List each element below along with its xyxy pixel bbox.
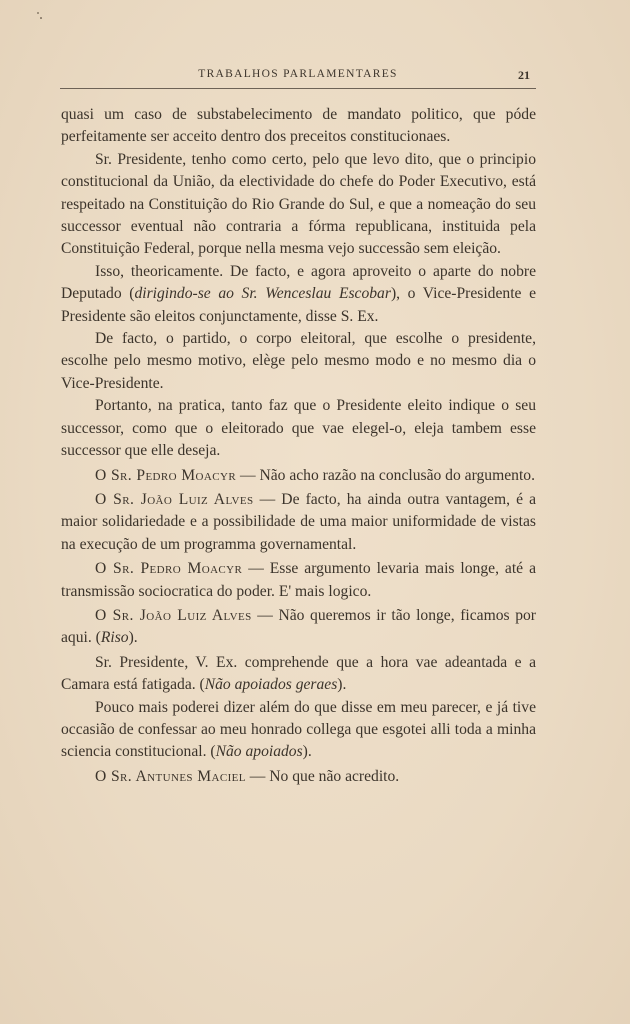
paragraph-10-text: Sr. Presidente, V. Ex. comprehende que a hora vae adeantada e a Camara está fatigada. ( [61,653,536,694]
speaker-name: O Sr. João Luiz Alves [95,606,252,624]
speaker-name: O Sr. Pedro Moacyr [95,466,237,484]
body-text [61,104,536,788]
paper-speck [40,17,42,19]
speaker-name: O Sr. Pedro Moacyr [95,560,243,578]
page-header [60,66,536,89]
speech-text: — Não acho razão na conclusão do argumento. [236,466,535,484]
speech-text: — Não queremos ir tão longe, ficamos por aqui. ( [61,606,536,647]
speech-joao-luiz-alves-2 [61,605,536,650]
stage-direction: dirigindo-se ao Sr. Wenceslau Escobar [134,285,391,303]
paragraph-3 [61,261,536,328]
speaker-name: O Sr. Antunes Maciel [95,767,246,785]
running-head: TRABALHOS PARLAMENTARES [198,68,398,80]
speaker-name: O Sr. João Luiz Alves [95,490,254,508]
paragraph-2: Sr. Presidente, tenho como certo, pelo que levo dito, que o principio constitucional da União, da electividade do chefe do Poder Executivo, está respeitado na Constituição do Rio Grande do Sul, e que a nomeação do seu successor eventual não contraria a fórma republicana, instituida pela Constituição Federal, porque nella mesma vejo successão sem eleição. [61,150,536,258]
paragraph-10 [61,652,536,697]
page-number: 21 [518,68,530,82]
speech-text: — No que não acredito. [245,767,400,785]
paragraph-5: Portanto, na pratica, tanto faz que o Presidente eleito indique o seu successor, como que o eleitorado que vae elegel-o, eleja tambem esse successor que elle deseja. [61,397,536,460]
paragraph-11 [61,697,536,764]
paragraph-11-text-end: ). [302,743,312,761]
speech-antunes-maciel [61,766,536,788]
paragraph-10-text-end: ). [337,676,347,694]
stage-direction: Riso [100,629,129,647]
paragraph-11-text: Pouco mais poderei dizer além do que disse em meu parecer, e já tive occasião de confessar ao meu honrado collega que esgotei alli toda a minha sciencia constitucional. ( [61,698,536,761]
paragraph-1: quasi um caso de substabelecimento de mandato politico, que póde perfeitamente ser acceito dentro dos preceitos constitucionaes. [61,106,536,146]
speech-text: — Esse argumento levaria mais longe, até a transmissão sociocratica do poder. E' mais logico. [61,560,536,600]
stage-direction: Não apoiados [215,743,303,761]
speech-text: — De facto, ha ainda outra vantagem, é a maior solidariedade e a possibilidade de uma maior uniformidade de vistas na execução de um programma governamental. [61,490,537,553]
stage-direction: Não apoiados geraes [204,676,338,694]
paper-speck [37,12,39,14]
paragraph-3-text-end: ), o Vice-Presidente e Presidente são eleitos conjunctamente, disse S. Ex. [61,285,537,325]
speech-pedro-moacyr-2 [61,558,536,603]
speech-text-end: ). [128,629,138,647]
paragraph-4: De facto, o partido, o corpo eleitoral, que escolhe o presidente, escolhe pelo mesmo motivo, elège pelo mesmo modo e no mesmo dia o Vice-Presidente. [61,330,536,392]
paragraph-3-text: Isso, theoricamente. De facto, e agora aproveito o aparte do nobre Deputado ( [61,262,536,303]
speech-joao-luiz-alves-1 [61,489,536,556]
speech-pedro-moacyr-1 [61,465,536,487]
